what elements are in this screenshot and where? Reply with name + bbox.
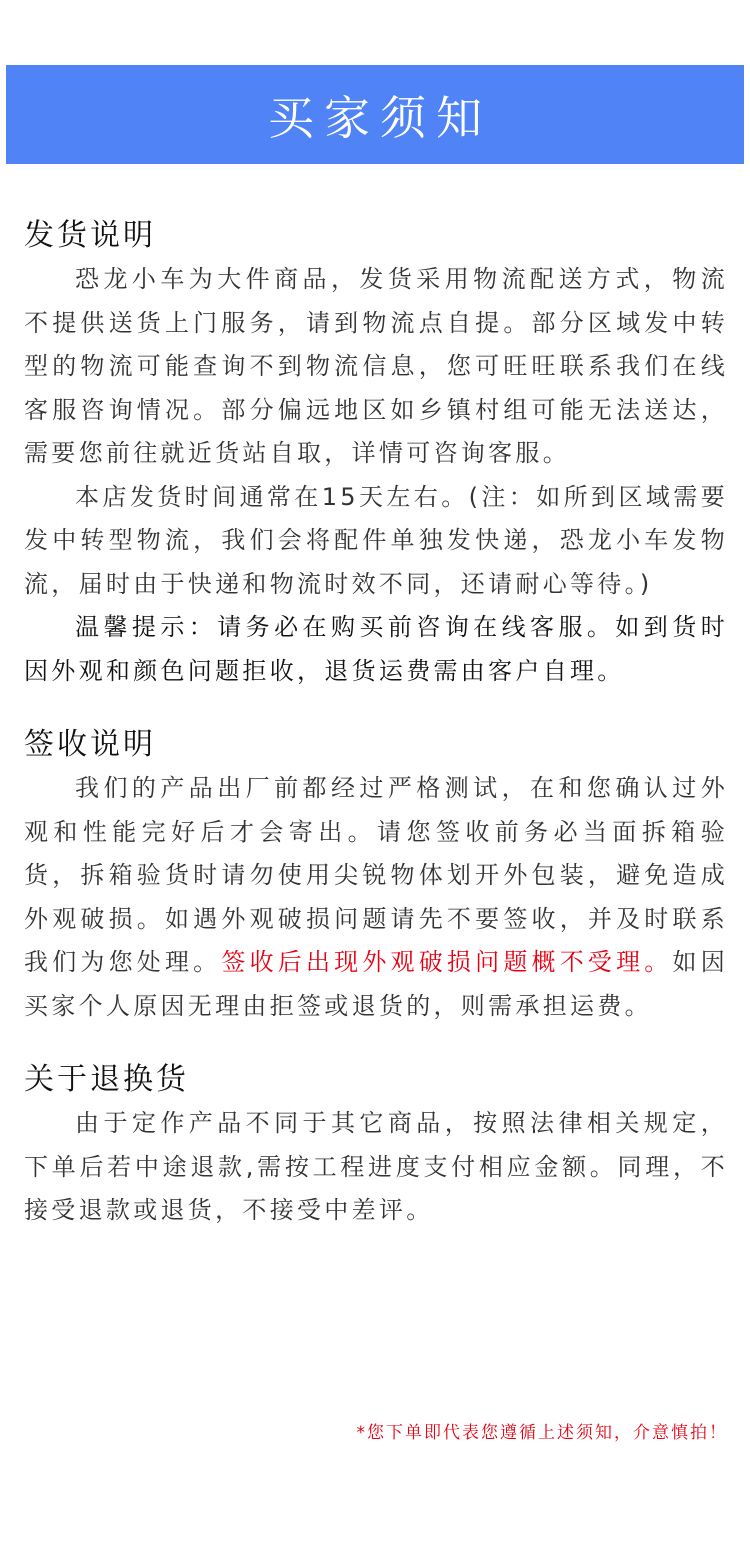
shipping-paragraph-1: 恐龙小车为大件商品，发货采用物流配送方式，物流不提供送货上门服务，请到物流点自提。部分区域发中转型的物流可能查询不到物流信息，您可旺旺联系我们在线客服咨询情况。部分偏远地区如乡镇村组可能无法送达，需要您前往就近货站自取，详情可咨询客服。	[24, 265, 728, 467]
receipt-text-before: 我们的产品出厂前都经过严格测试，在和您确认过外观和性能完好后才会寄出。请您签收前务必当面拆箱验货，拆箱验货时请勿使用尖锐物体划开外包装，避免造成外观破损。如遇外观破损问题请先不要签收，并及时联系我们为您处理。	[24, 774, 728, 976]
shipping-tip-paragraph: 温馨提示：请务必在购买前咨询在线客服。如到货时因外观和颜色问题拒收，退货运费需由客户自理。	[24, 613, 728, 685]
section-title-returns: 关于退换货	[24, 1062, 189, 1097]
page-title: 买家须知	[268, 90, 492, 145]
receipt-text-after: 如因买家个人原因无理由拒签或退货的，则需承担运费。	[24, 948, 728, 1020]
notice-content	[24, 214, 728, 1263]
shipping-paragraph-2: 本店发货时间通常在15天左右。(注：如所到区域需要发中转型物流，我们会将配件单独发快递，恐龙小车发物流，届时由于快递和物流时效不同，还请耐心等待。)	[24, 482, 728, 598]
receipt-paragraph	[24, 767, 728, 1028]
section-title-shipping: 发货说明	[24, 218, 156, 253]
receipt-highlight-text: 签收后出现外观破损问题概不受理。	[221, 948, 673, 976]
section-receipt	[24, 723, 728, 1028]
disclaimer-note: *您下单即代表您遵循上述须知，介意慎拍！	[356, 1423, 728, 1443]
returns-paragraph: 由于定作产品不同于其它商品，按照法律相关规定，下单后若中途退款,需按工程进度支付相应金额。同理，不接受退款或退货，不接受中差评。	[24, 1109, 728, 1224]
section-title-receipt: 签收说明	[24, 727, 156, 762]
header-banner	[6, 65, 744, 164]
section-shipping	[24, 214, 728, 693]
section-returns	[24, 1058, 728, 1233]
